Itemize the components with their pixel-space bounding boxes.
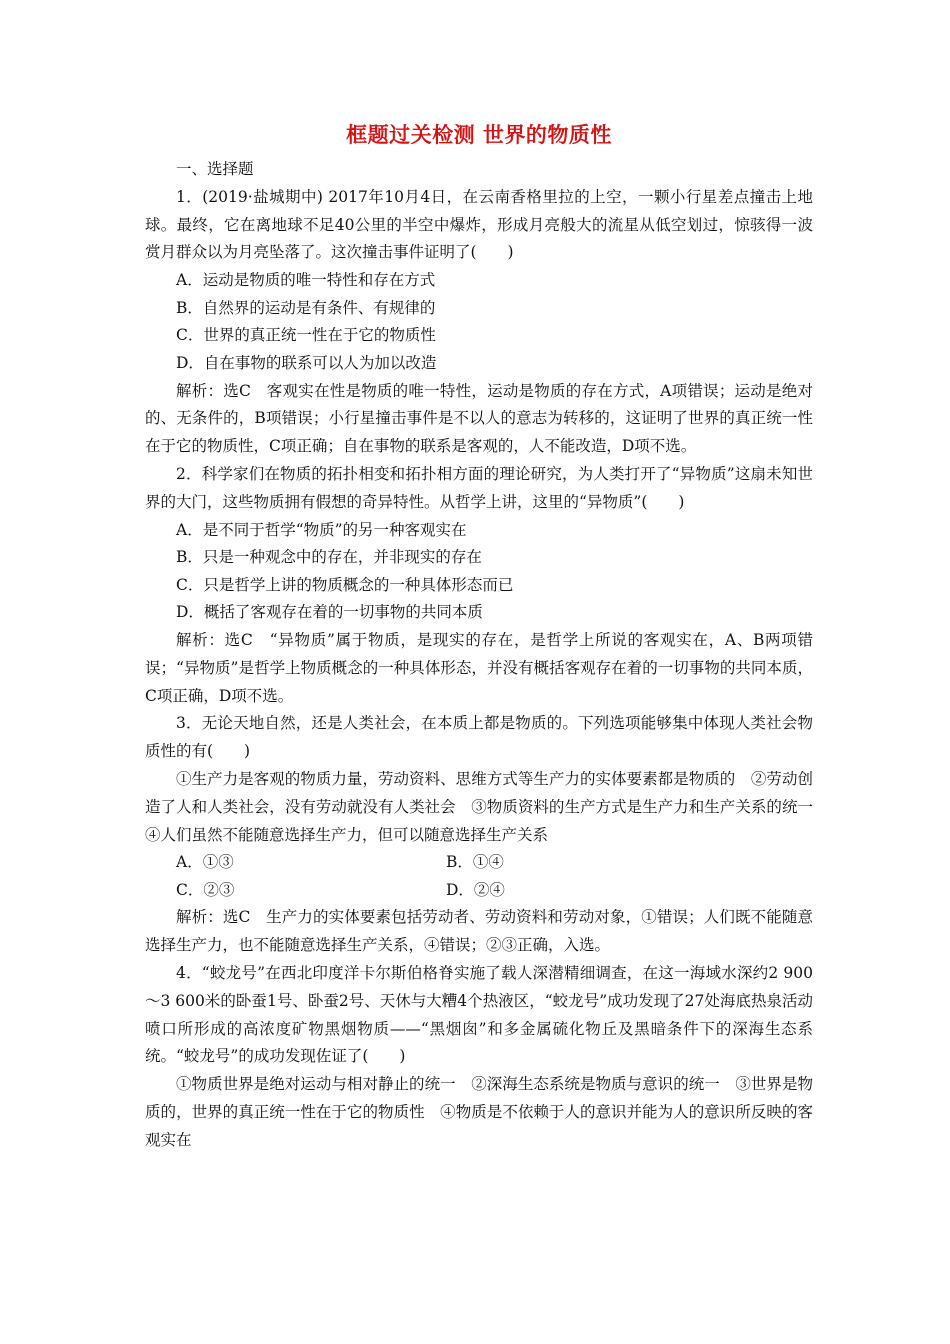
q1-option-b: B．自然界的运动是有条件、有规律的 <box>176 298 436 317</box>
q2-analysis: 解析：选C “异物质”属于物质，是现实的存在，是哲学上所说的客观实在，A、B两项错误；“异物质”是哲学上物质概念的一种具体形态，并没有概括客观存在着的一切事物的共同本质，C项正确，D项不选。 <box>145 630 813 705</box>
q2-option-c: C．只是哲学上讲的物质概念的一种具体形态而已 <box>176 575 514 594</box>
q1-option-c: C．世界的真正统一性在于它的物质性 <box>176 326 436 345</box>
q3-stem: 3．无论天地自然，还是人类社会，在本质上都是物质的。下列选项能够集中体现人类社会物质性的有( ) <box>145 714 813 761</box>
q1-stem: 1．(2019·盐城期中) 2017年10月4日，在云南香格里拉的上空，一颗小行星差点撞击上地球。最终，它在离地球不足40公里的半空中爆炸，形成月亮般大的流星从低空划过，惊骇得一波赏月群众以为月亮坠落了。这次撞击事件证明了( ) <box>145 187 813 262</box>
q3-analysis: 解析：选C 生产力的实体要素包括劳动者、劳动资料和劳动对象，①错误；人们既不能随意选择生产力，也不能随意选择生产关系，④错误；②③正确，入选。 <box>145 908 813 955</box>
q3-option-c: C．②③ <box>176 880 235 899</box>
q3-options-row-2 <box>145 877 813 905</box>
q2-option-a: A．是不同于哲学“物质”的另一种客观实在 <box>176 520 467 539</box>
q3-items: ①生产力是客观的物质力量，劳动资料、思维方式等生产力的实体要素都是物质的 ②劳动创造了人和人类社会，没有劳动就没有人类社会 ③物质资料的生产方式是生产力和生产关系的统一 ④人们虽然不能随意选择生产力，但可以随意选择生产关系 <box>145 769 829 844</box>
section-heading: 一、选择题 <box>176 160 254 178</box>
q2-option-d: D．概括了客观存在着的一切事物的共同本质 <box>176 603 483 622</box>
page-title: 框题过关检测 世界的物质性 <box>346 122 612 147</box>
q3-option-a: A．①③ <box>176 853 234 872</box>
q4-stem: 4．“蛟龙号”在西北印度洋卡尔斯伯格脊实施了载人深潜精细调查，在这一海域水深约2 900～3 600米的卧蚕1号、卧蚕2号、天休与大糟4个热液区，“蛟龙号”成功发现了27处海底热泉活动喷口所形成的高浓度矿物黑烟物质——“黑烟囱”和多金属硫化物丘及黑暗条件下的深海生态系统。“蛟龙号”的成功发现佐证了( ) <box>145 964 813 1066</box>
q3-option-d: D．②④ <box>446 880 505 899</box>
q1-analysis: 解析：选C 客观实在性是物质的唯一特性，运动是物质的存在方式，A项错误；运动是绝对的、无条件的，B项错误；小行星撞击事件是不以人的意志为转移的，这证明了世界的真正统一性在于它的物质性，C项正确；自在事物的联系是客观的，人不能改造，D项不选。 <box>145 381 813 456</box>
q3-options-row-1 <box>145 849 813 877</box>
q1-option-d: D．自在事物的联系可以人为加以改造 <box>176 353 437 372</box>
q2-option-b: B．只是一种观念中的存在，并非现实的存在 <box>176 548 482 567</box>
document-page <box>145 118 829 1155</box>
q4-items: ①物质世界是绝对运动与相对静止的统一 ②深海生态系统是物质与意识的统一 ③世界是物质的，世界的真正统一性在于它的物质性 ④物质是不依赖于人的意识并能为人的意识所反映的客观实在 <box>145 1075 813 1149</box>
q1-option-a: A．运动是物质的唯一特性和存在方式 <box>176 271 436 290</box>
q2-stem: 2．科学家们在物质的拓扑相变和拓扑相方面的理论研究，为人类打开了“异物质”这扇未知世界的大门，这些物质拥有假想的奇异特性。从哲学上讲，这里的“异物质”( ) <box>145 464 813 511</box>
q3-option-b: B．①④ <box>446 853 504 872</box>
